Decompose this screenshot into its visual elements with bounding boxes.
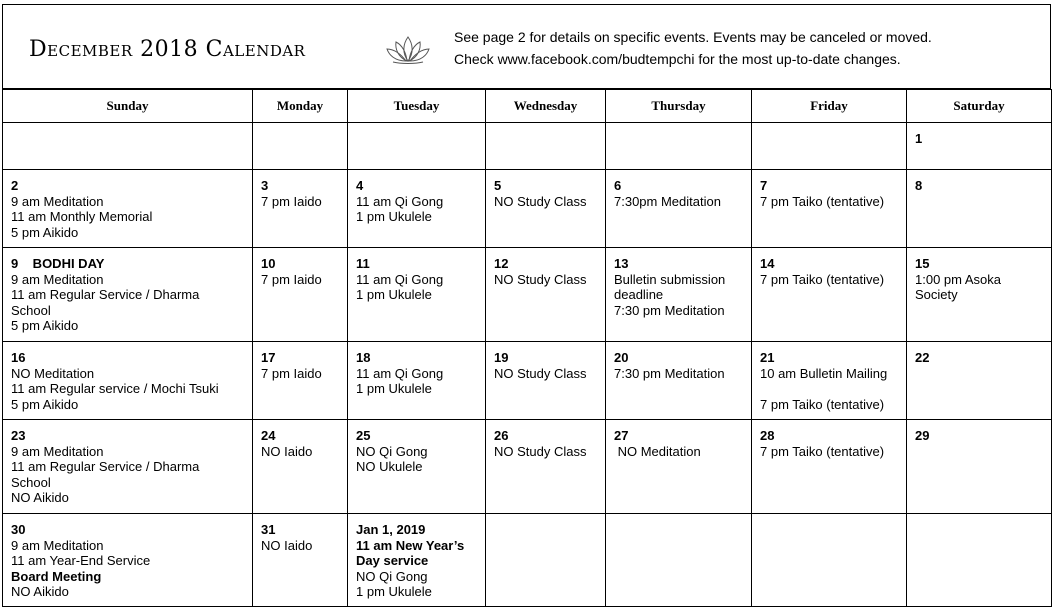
event-line: 11 am Year-End Service (11, 553, 151, 568)
event-line: NO Qi Gong (356, 443, 428, 459)
day-header-line (494, 256, 598, 272)
day-header-line (261, 522, 340, 538)
day-cell-content (486, 420, 605, 459)
event-line: deadline (614, 287, 664, 302)
day-title: BODHI DAY (18, 256, 105, 271)
note-line-2: Check www.facebook.com/budtempchi for the most up-to-date changes. (454, 51, 901, 67)
week-row (3, 248, 1052, 342)
event-line: 5 pm Aikido (11, 318, 79, 333)
event-line: 7 pm Taiko (tentative) (760, 396, 885, 412)
day-cell-content (253, 514, 347, 553)
day-header-line (11, 178, 245, 194)
event-line: NO Study Class (494, 365, 587, 381)
day-cell (752, 248, 907, 342)
weekday-header: Saturday (907, 90, 1052, 123)
day-number: 13 (614, 256, 629, 271)
day-cell (253, 420, 348, 514)
day-cell-content (907, 342, 1051, 366)
event-line: NO Meditation (11, 365, 95, 381)
day-number: 15 (915, 256, 930, 271)
day-cell (606, 123, 752, 170)
event-line: 1 pm Ukulele (356, 584, 432, 599)
day-cell-content (3, 123, 252, 131)
day-number: Jan 1, 2019 (356, 522, 426, 537)
calendar-header (2, 4, 1051, 89)
day-cell-content (752, 342, 906, 412)
day-cell-content (3, 514, 252, 600)
lotus-icon (385, 35, 431, 65)
day-cell-content (752, 514, 906, 522)
event-line: 1 pm Ukulele (356, 287, 432, 302)
day-header-line (356, 350, 478, 366)
day-cell-content (606, 420, 751, 459)
day-header-line (760, 256, 899, 272)
day-cell (3, 342, 253, 420)
day-header-line (494, 350, 598, 366)
event-line: 11 am Monthly Memorial (11, 209, 153, 224)
day-cell (907, 170, 1052, 248)
day-cell (907, 420, 1052, 514)
day-cell (3, 123, 253, 170)
day-cell (3, 514, 253, 607)
day-cell-content (3, 248, 252, 334)
event-line: 10 am Bulletin Mailing (760, 365, 888, 381)
day-number: 20 (614, 350, 629, 365)
event-line: 7 pm Iaido (261, 365, 322, 381)
day-header-line (915, 256, 1044, 272)
event-line: School (11, 474, 51, 490)
day-cell-content (3, 170, 252, 240)
weekday-header: Wednesday (486, 90, 606, 123)
day-number: 29 (915, 428, 930, 443)
day-number: 25 (356, 428, 371, 443)
page-title: December 2018 Calendar (29, 37, 306, 62)
header-note (454, 26, 932, 70)
day-header-line (261, 428, 340, 444)
event-line: 7:30 pm Meditation (614, 365, 725, 381)
day-cell (907, 342, 1052, 420)
day-cell-content (348, 170, 485, 225)
day-header-line (614, 178, 744, 194)
day-number: 28 (760, 428, 775, 443)
event-line: 11 am Qi Gong (356, 365, 444, 381)
week-row (3, 420, 1052, 514)
day-cell-content (253, 170, 347, 209)
event-line: NO Qi Gong (356, 568, 428, 584)
day-number: 24 (261, 428, 276, 443)
day-cell (348, 342, 486, 420)
event-spacer (760, 381, 899, 397)
day-header-line (261, 350, 340, 366)
event-line: 7 pm Taiko (tentative) (760, 193, 885, 209)
day-header-line (614, 256, 744, 272)
event-line: 1 pm Ukulele (356, 209, 432, 224)
day-number: 2 (11, 178, 19, 193)
day-number: 22 (915, 350, 930, 365)
day-cell-content (752, 170, 906, 209)
day-cell-content (348, 123, 485, 131)
day-header-line (11, 256, 245, 272)
day-cell (907, 123, 1052, 170)
day-cell (486, 420, 606, 514)
event-line: NO Study Class (494, 193, 587, 209)
event-line: Bulletin submission (614, 271, 726, 287)
day-cell-content (606, 248, 751, 318)
day-number: 23 (11, 428, 26, 443)
weekday-header: Friday (752, 90, 907, 123)
day-number: 3 (261, 178, 269, 193)
day-cell (606, 420, 752, 514)
event-line: Society (915, 287, 958, 302)
day-cell-content (348, 514, 485, 600)
day-number: 10 (261, 256, 276, 271)
day-cell (752, 342, 907, 420)
day-number: 14 (760, 256, 775, 271)
day-cell (253, 248, 348, 342)
day-number: 4 (356, 178, 364, 193)
day-cell (606, 248, 752, 342)
event-line: 11 am Regular Service / Dharma (11, 287, 200, 302)
event-line: 9 am Meditation (11, 443, 104, 459)
day-header-line (614, 350, 744, 366)
day-number: 26 (494, 428, 509, 443)
day-cell-content (253, 342, 347, 381)
day-number: 19 (494, 350, 509, 365)
event-line: 7:30pm Meditation (614, 193, 721, 209)
day-cell-content (3, 342, 252, 412)
day-cell (752, 123, 907, 170)
event-line: Day service (356, 553, 429, 568)
day-header-line (11, 350, 245, 366)
event-line: 7 pm Taiko (tentative) (760, 443, 885, 459)
week-row (3, 170, 1052, 248)
day-number: 5 (494, 178, 502, 193)
event-line: NO Ukulele (356, 459, 423, 474)
day-cell-content (348, 248, 485, 303)
day-cell-content (253, 123, 347, 131)
day-cell (606, 170, 752, 248)
day-cell (253, 170, 348, 248)
day-cell (3, 170, 253, 248)
day-cell (3, 248, 253, 342)
day-number: 27 (614, 428, 629, 443)
day-number: 12 (494, 256, 509, 271)
weekday-header-row (3, 90, 1052, 123)
day-header-line (760, 428, 899, 444)
day-header-line (11, 522, 245, 538)
day-cell-content (486, 514, 605, 522)
day-cell (253, 342, 348, 420)
day-cell (253, 123, 348, 170)
event-line: 5 pm Aikido (11, 396, 79, 412)
day-cell (486, 342, 606, 420)
day-cell-content (348, 342, 485, 397)
event-line: 9 am Meditation (11, 271, 104, 287)
day-cell (348, 248, 486, 342)
day-cell (486, 514, 606, 607)
day-cell-content (486, 170, 605, 209)
day-number: 18 (356, 350, 371, 365)
day-cell (348, 514, 486, 607)
day-header-line (494, 178, 598, 194)
day-cell (348, 123, 486, 170)
day-number: 8 (915, 178, 923, 193)
day-header-line (915, 131, 1044, 147)
day-header-line (356, 256, 478, 272)
event-line: NO Aikido (11, 490, 69, 505)
day-cell-content (907, 420, 1051, 444)
day-cell-content (606, 170, 751, 209)
event-line: NO Iaido (261, 537, 313, 553)
day-number: 17 (261, 350, 276, 365)
event-line: School (11, 302, 51, 318)
day-header-line (915, 428, 1044, 444)
event-line: 7:30 pm Meditation (614, 302, 725, 318)
event-line: 7 pm Iaido (261, 193, 322, 209)
day-cell (606, 514, 752, 607)
event-line: 9 am Meditation (11, 537, 104, 553)
day-number: 21 (760, 350, 775, 365)
day-number: 7 (760, 178, 768, 193)
day-cell-content (907, 123, 1051, 147)
weekday-header: Thursday (606, 90, 752, 123)
day-cell-content (606, 123, 751, 131)
day-cell (606, 342, 752, 420)
day-cell (348, 420, 486, 514)
day-number: 6 (614, 178, 622, 193)
event-line: 7 pm Iaido (261, 271, 322, 287)
day-number: 31 (261, 522, 276, 537)
day-cell-content (752, 420, 906, 459)
event-line: 7 pm Taiko (tentative) (760, 271, 885, 287)
week-row (3, 342, 1052, 420)
weekday-header: Monday (253, 90, 348, 123)
weekday-header: Sunday (3, 90, 253, 123)
event-line: 11 am New Year’s (356, 537, 465, 553)
day-cell-content (486, 123, 605, 131)
day-cell (486, 248, 606, 342)
day-cell-content (907, 170, 1051, 194)
event-line: 1 pm Ukulele (356, 381, 432, 396)
day-header-line (356, 428, 478, 444)
day-cell (253, 514, 348, 607)
event-line: 11 am Qi Gong (356, 193, 444, 209)
event-line: 11 am Regular service / Mochi Tsuki (11, 381, 219, 396)
day-cell (486, 123, 606, 170)
day-cell-content (486, 342, 605, 381)
day-cell (486, 170, 606, 248)
event-line: NO Aikido (11, 584, 69, 599)
note-line-1: See page 2 for details on specific events. Events may be canceled or moved. (454, 29, 932, 45)
week-row (3, 123, 1052, 170)
day-number: 30 (11, 522, 26, 537)
day-cell (752, 170, 907, 248)
day-header-line (915, 178, 1044, 194)
event-line: 11 am Qi Gong (356, 271, 444, 287)
day-number: 9 (11, 256, 19, 271)
day-cell-content (253, 420, 347, 459)
day-header-line (261, 178, 340, 194)
event-line: NO Iaido (261, 443, 313, 459)
day-header-line (11, 428, 245, 444)
event-line: 1:00 pm Asoka (915, 271, 1001, 287)
day-cell (752, 514, 907, 607)
day-header-line (760, 178, 899, 194)
day-cell-content (486, 248, 605, 287)
day-number: 11 (356, 256, 370, 271)
day-header-line (356, 522, 478, 538)
day-header-line (494, 428, 598, 444)
day-header-line (915, 350, 1044, 366)
day-cell (3, 420, 253, 514)
event-line: 11 am Regular Service / Dharma (11, 459, 200, 474)
day-cell (907, 514, 1052, 607)
day-cell (752, 420, 907, 514)
day-header-line (614, 428, 744, 444)
event-line: 5 pm Aikido (11, 224, 79, 240)
day-cell-content (606, 342, 751, 381)
day-cell (907, 248, 1052, 342)
event-line: NO Study Class (494, 271, 587, 287)
day-number: 16 (11, 350, 26, 365)
event-line: Board Meeting (11, 568, 102, 584)
weekday-header: Tuesday (348, 90, 486, 123)
event-line: NO Meditation (614, 443, 701, 459)
day-header-line (760, 350, 899, 366)
day-cell (348, 170, 486, 248)
day-number: 1 (915, 131, 923, 146)
day-cell-content (3, 420, 252, 506)
day-cell-content (253, 248, 347, 287)
day-cell-content (606, 514, 751, 522)
week-row (3, 514, 1052, 607)
event-line: 9 am Meditation (11, 193, 104, 209)
day-cell-content (752, 248, 906, 287)
day-cell-content (907, 248, 1051, 303)
day-header-line (261, 256, 340, 272)
day-header-line (356, 178, 478, 194)
day-cell-content (752, 123, 906, 131)
calendar-grid (2, 89, 1052, 607)
event-line: NO Study Class (494, 443, 587, 459)
day-cell-content (907, 514, 1051, 522)
day-cell-content (348, 420, 485, 475)
